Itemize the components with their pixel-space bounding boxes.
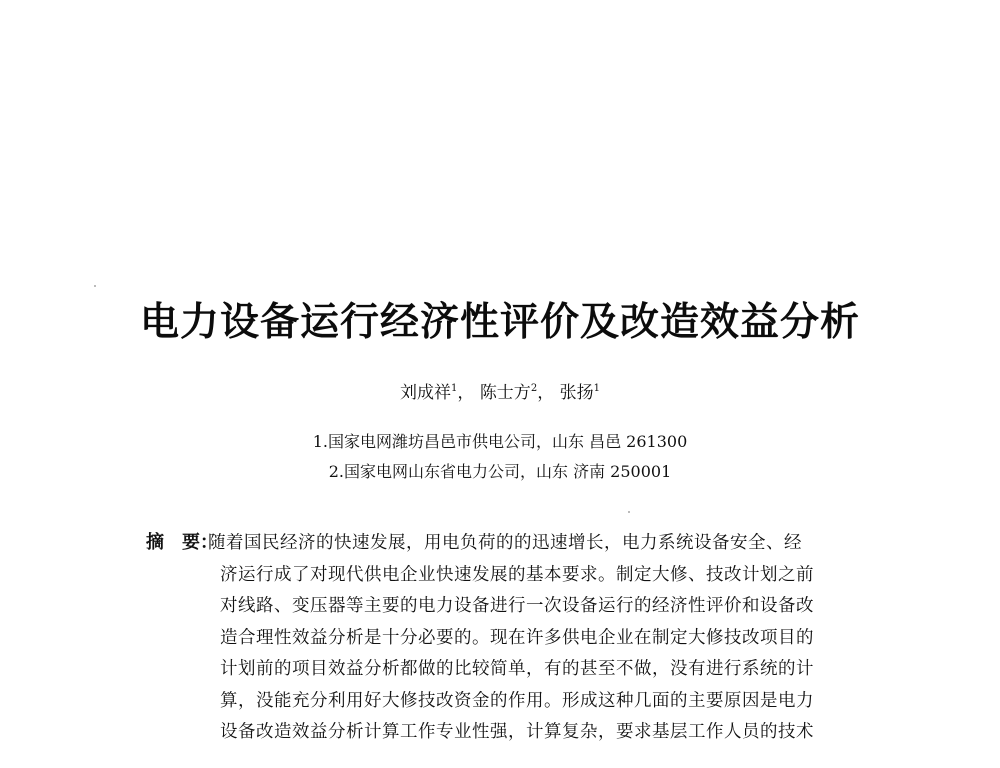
author-affiliation-mark: 1 — [593, 383, 600, 394]
abstract-label-char: 要： — [182, 532, 218, 553]
author-line — [0, 381, 1000, 405]
author-name: 陈士方 — [479, 383, 531, 403]
abstract-line: 对线路、变压器等主要的电力设备进行一次设备运行的经济性评价和设备改 — [220, 596, 814, 616]
abstract-line: 设备改造效益分析计算工作专业性强，计算复杂，要求基层工作人员的技术 — [220, 722, 814, 742]
author-separator: ， — [457, 383, 475, 403]
paper-title: 电力设备运行经济性评价及改造效益分析 — [139, 299, 860, 345]
author-affiliation-mark: 1 — [451, 383, 458, 394]
abstract-line: 济运行成了对现代供电企业快速发展的基本要求。制定大修、技改计划之前 — [220, 564, 814, 585]
scan-speck — [94, 285, 96, 287]
author-name: 张扬 — [559, 383, 594, 403]
author-separator: ， — [537, 383, 555, 403]
scan-speck — [628, 511, 630, 513]
author-name: 刘成祥 — [400, 383, 452, 403]
abstract-line: 计划前的项目效益分析都做的比较简单，有的甚至不做，没有进行系统的计 — [220, 659, 814, 679]
abstract-text — [208, 528, 845, 749]
affiliation-1: 1.国家电网潍坊昌邑市供电公司，山东 昌邑 261300 — [312, 432, 688, 451]
abstract-line: 算，没能充分利用好大修技改资金的作用。形成这种几面的主要原因是电力 — [220, 690, 814, 711]
affiliation-2: 2.国家电网山东省电力公司，山东 济南 250001 — [328, 462, 672, 481]
author-affiliation-mark: 2 — [530, 383, 538, 394]
abstract-line: 随着国民经济的快速发展，用电负荷的的迅速增长，电力系统设备安全、经 — [208, 533, 802, 553]
abstract-line: 造合理性效益分析是十分必要的。现在许多供电企业在制定大修技改项目的 — [220, 627, 814, 648]
abstract-label-char: 摘 — [146, 532, 164, 553]
